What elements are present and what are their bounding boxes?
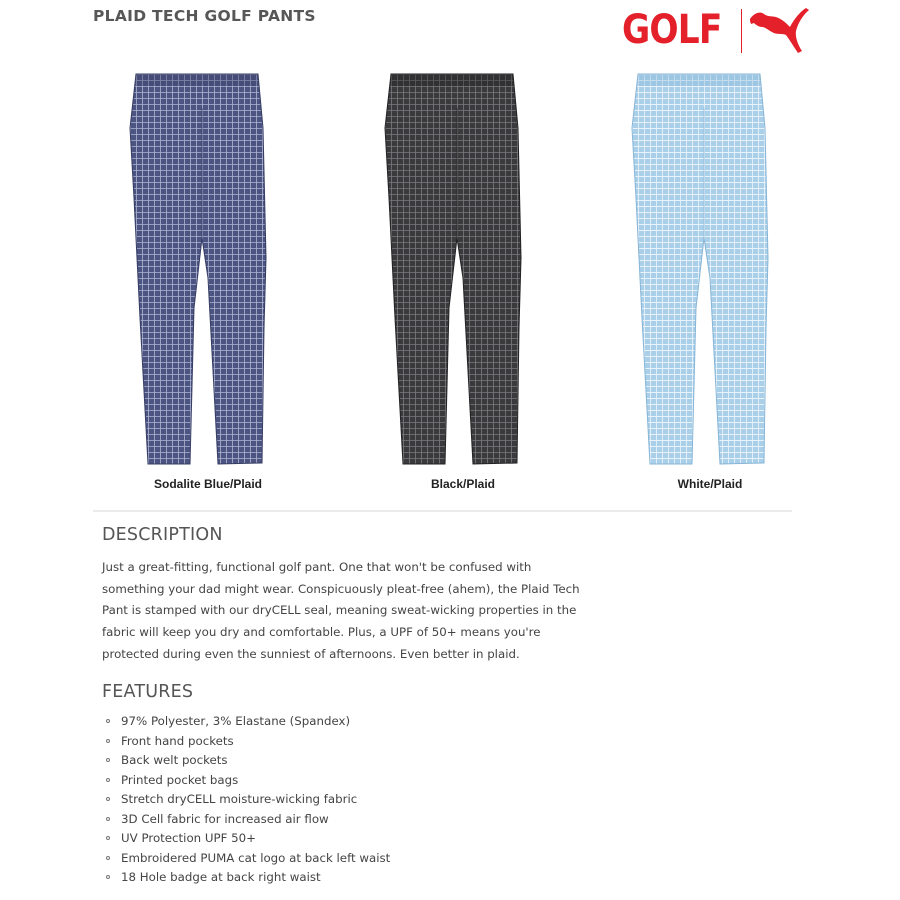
logo-text: GOLF [622,7,722,53]
bullet-icon [106,797,110,801]
bullet-icon [106,817,110,821]
description-line: Pant is stamped with our dryCELL seal, meaning sweat-wicking properties in the [102,603,577,618]
description-line: protected during even the sunniest of afternoons. Even better in plaid. [102,646,520,661]
product-variant-black[interactable] [373,68,553,498]
description-heading: DESCRIPTION [102,525,223,545]
features-list [106,712,390,888]
feature-item: Embroidered PUMA cat logo at back left waist [106,849,390,869]
pants-image [118,68,298,468]
feature-item: Front hand pockets [106,732,390,752]
description-line: Just a great-fitting, functional golf pant. One that won't be confused with [102,560,532,574]
feature-item: UV Protection UPF 50+ [106,829,390,849]
feature-item: 3D Cell fabric for increased air flow [106,810,390,830]
feature-item: Printed pocket bags [106,771,390,791]
bullet-icon [106,778,110,782]
bullet-icon [106,719,110,723]
feature-item: Stretch dryCELL moisture-wicking fabric [106,790,390,810]
bullet-icon [106,739,110,743]
features-heading: FEATURES [102,682,194,702]
page-title: PLAID TECH GOLF PANTS [93,7,316,25]
logo-divider [741,9,742,53]
description-text [102,557,602,666]
product-variant-sodalite-blue[interactable] [118,68,298,498]
variant-caption: Black/Plaid [430,477,496,491]
pants-image [620,68,800,468]
section-divider [93,510,792,512]
bullet-icon [106,875,110,879]
pants-image [373,68,553,468]
description-line: something your dad might wear. Conspicuously pleat-free (ahem), the Plaid Tech [102,581,580,596]
feature-item: 18 Hole badge at back right waist [106,868,390,888]
bullet-icon [106,758,110,762]
description-line: fabric will keep you dry and comfortable. Plus, a UPF of 50+ means you're [102,625,541,640]
variant-caption: White/Plaid [677,477,743,491]
feature-item: Back welt pockets [106,751,390,771]
bullet-icon [106,856,110,860]
bullet-icon [106,836,110,840]
puma-golf-logo [622,5,812,55]
feature-item: 97% Polyester, 3% Elastane (Spandex) [106,712,390,732]
product-variant-white[interactable] [620,68,800,498]
variant-caption: Sodalite Blue/Plaid [153,477,263,491]
product-variants [93,68,793,498]
puma-cat-icon [748,5,812,55]
